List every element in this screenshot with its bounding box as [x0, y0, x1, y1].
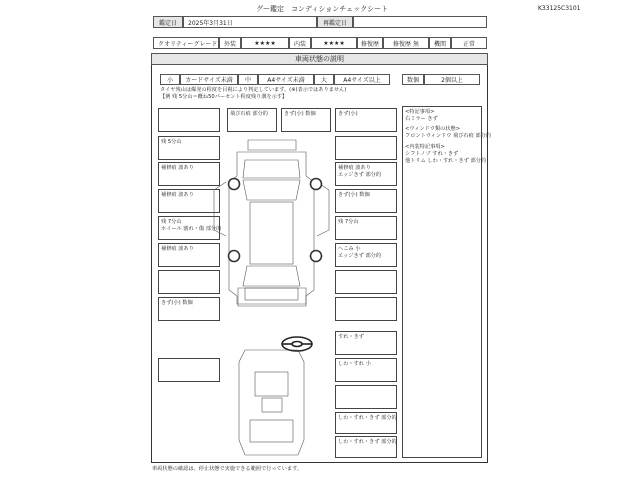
sheet-code: K33125C3101 — [538, 5, 581, 12]
wheel-front-left-icon — [229, 179, 240, 190]
left-door-outline — [214, 182, 226, 236]
legend-small-desc: カードサイズ未満 — [180, 74, 238, 85]
appraisal-date-label: 鑑定日 — [153, 16, 183, 28]
section-title: 車両状態の説明 — [151, 53, 488, 65]
damage-box-interior-2: しわ・すれ 小 — [335, 358, 397, 382]
right-door-outline — [317, 182, 329, 236]
sheet-title: グー鑑定 コンディションチェックシート — [256, 5, 389, 13]
damage-box-right-4: きず(小) 数個 — [335, 189, 397, 213]
legend-small: 小 — [160, 74, 180, 85]
legend-large: 大 — [314, 74, 334, 85]
console-outline — [262, 398, 282, 412]
rear-seat-outline — [250, 420, 293, 442]
car-rear-window-outline — [243, 266, 300, 286]
car-interior-outline — [239, 350, 304, 455]
wheel-front-right-icon — [311, 179, 322, 190]
wheel-rear-left-icon — [229, 251, 240, 262]
legend-medium: 中 — [238, 74, 258, 85]
repair-history-value: 修復歴 無 — [383, 37, 429, 49]
car-trunk-outline — [245, 288, 298, 300]
damage-box-left-6: 補修痕 波あり — [158, 243, 220, 267]
repair-history-label: 修復歴 — [357, 37, 383, 49]
reappraisal-date-label: 再鑑定日 — [317, 16, 353, 28]
rear-bumper-outline — [238, 288, 306, 306]
interior-rating: ★★★★ — [311, 37, 357, 49]
engine-label: 機関 — [429, 37, 451, 49]
quality-grade-label: クオリティーグレード — [153, 37, 219, 49]
legend-count-label: 数個 — [402, 74, 424, 85]
exterior-label: 外装 — [219, 37, 241, 49]
interior-label: 内装 — [289, 37, 311, 49]
damage-box-left-2: 残 5分山 — [158, 136, 220, 160]
front-bumper-outline — [248, 140, 296, 150]
appraisal-date-value: 2025年3月31日 — [183, 16, 317, 28]
interior-notes-title: <内装特記事項> — [405, 144, 445, 150]
damage-box-right-5: 残 7分山 — [335, 216, 397, 240]
damage-box-top-mid: きず(小) 数個 — [281, 108, 331, 132]
legend-count-desc: 2個以上 — [424, 74, 480, 85]
damage-box-left-8: きず(小) 数個 — [158, 297, 220, 321]
legend-medium-desc: A4サイズ未満 — [258, 74, 314, 85]
legend-large-desc: A4サイズ以上 — [334, 74, 390, 85]
interior-notes-body-1: シフトノブ すれ・きず — [405, 151, 459, 157]
car-exterior-outline — [229, 152, 314, 304]
car-windshield-outline — [243, 180, 300, 200]
tire-note-line2: 【例 残 5分山＝概ね50パーセント程度残り溝を示す】 — [160, 94, 288, 100]
damage-box-left-4: 補修痕 波あり — [158, 189, 220, 213]
front-seat-outline — [255, 372, 288, 396]
car-roof-outline — [250, 202, 293, 264]
damage-box-interior-5: しわ・すれ・きず 部分的 — [335, 436, 397, 458]
damage-box-interior-4: しわ・すれ・きず 部分的 — [335, 412, 397, 434]
wheel-rear-right-icon — [311, 251, 322, 262]
tire-note-line1: タイヤ残山は爆発の程度を目視により判定しています。(※)表示ではありません) — [160, 87, 347, 93]
special-notes-body: 右ミラー きず — [405, 116, 438, 122]
footer-note: 車両状態の確認は、停止状態で実施できる範囲で行っています。 — [152, 466, 303, 472]
steering-wheel-icon — [282, 337, 312, 351]
damage-box-top-right: きず(小) — [335, 108, 397, 132]
interior-notes-body-2: 他トリム しわ・すれ・きず 部分的 — [405, 158, 487, 164]
engine-value: 正常 — [451, 37, 487, 49]
damage-box-right-3: 補修痕 波あり エッジきず 部分的 — [335, 162, 397, 186]
damage-box-left-3: 補修痕 波あり — [158, 162, 220, 186]
damage-box-top-left: 飛び石痕 部分的 — [227, 108, 277, 132]
damage-box-left-5: 残 7分山 ホイール 割れ・傷 部分的 — [158, 216, 220, 240]
window-condition-body: フロントウィンドウ 飛び石痕 部分的 — [405, 133, 491, 139]
damage-box-right-6: へこみ 小 エッジきず 部分的 — [335, 243, 397, 267]
window-condition-title: <ウィンドウ類の状態> — [405, 126, 461, 132]
damage-box-interior-1: すれ・きず — [335, 331, 397, 355]
exterior-rating: ★★★★ — [241, 37, 289, 49]
special-notes-title: <特記事項> — [405, 109, 435, 115]
car-hood-outline — [243, 160, 300, 178]
